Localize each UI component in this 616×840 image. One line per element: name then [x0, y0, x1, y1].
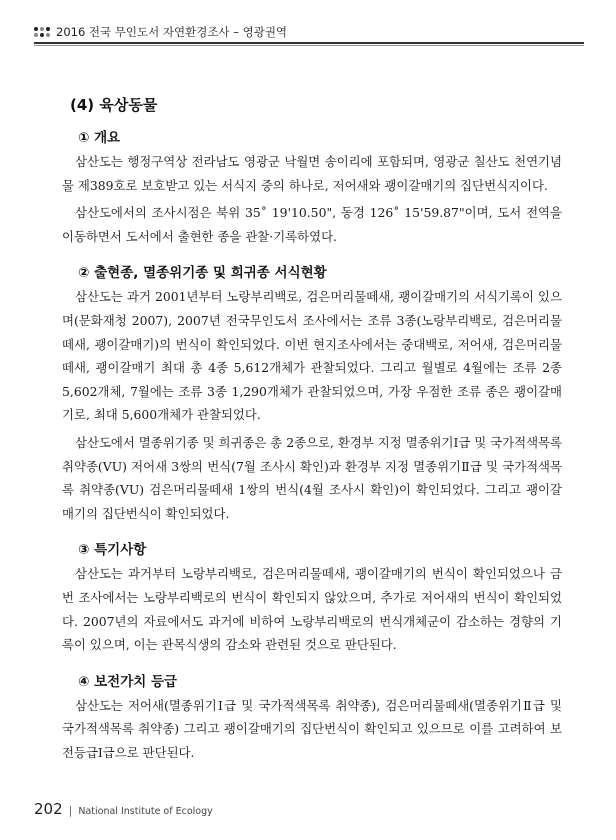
bullet-dots-icon — [34, 27, 50, 37]
section-heading-species-status: ② 출현종, 멸종위기종 및 희귀종 서식현황 — [78, 265, 327, 282]
running-header — [34, 24, 584, 40]
main-heading: (4) 육상동물 — [70, 96, 158, 114]
footer-separator: | — [68, 804, 73, 817]
section-heading-overview: ① 개요 — [78, 130, 121, 146]
paragraph: 삼산도는 과거부터 노랑부리백로, 검은머리물떼새, 괭이갈매기의 번식이 확인되었으나 금번 조사에서는 노랑부리백로의 번식이 확인되지 않았으며, 추가로 저어새의 번식이 확인되었다. 2007년의 자료에서도 과거에 비하여 노랑부리백로의 번식개체군이 감소하는 경향의 기록이 있으며, 이는 관목식생의 감소와 관련된 것으로 판단된다. — [62, 566, 562, 653]
paragraph: 삼산도는 행정구역상 전라남도 영광군 낙월면 송이리에 포함되며, 영광군 칠산도 천연기념물 제389호로 보호받고 있는 서식지 중의 하나로, 저어새와 괭이갈매기의 집단번식지이다. — [62, 154, 562, 193]
paragraph: 삼산도는 과거 2001년부터 노랑부리백로, 검은머리물떼새, 괭이갈매기의 서식기록이 있으며(문화재청 2007), 2007년 전국무인도서 조사에서는 조류 3종(노랑부리백로, 검은머리물떼새, 괭이갈매기)의 번식이 확인되었다. 이번 현지조사에서는 중대백로, 저어새, 검은머리물떼새, 괭이갈매기 최대 총 4종 5,612개체가 관찰되었다. 그리고 월별로 4월에는 조류 2종 5,602개체, 7월에는 조류 3종 1,290개체가 관찰되었으며, 가장 우점한 조류 종은 괭이갈매기로, 최대 5,600개체가 관찰되었다. — [62, 289, 562, 423]
paragraph: 삼산도에서의 조사시점은 북위 35˚ 19'10.50", 동경 126˚ 15'59.87"이며, 도서 전역을 이동하면서 도서에서 출현한 종을 관찰·기록하였다. — [62, 205, 562, 244]
paragraph: 삼산도는 저어새(멸종위기Ⅰ급 및 국가적색목록 취약종), 검은머리물떼새(멸종위기Ⅱ급 및 국가적색목록 취약종) 그리고 괭이갈매기의 집단번식이 확인되고 있으므로 이를 고려하여 보전등급Ⅰ급으로 판단된다. — [62, 697, 562, 760]
running-title: 2016 전국 무인도서 자연환경조사 – 영광권역 — [56, 25, 288, 39]
section-heading-remarks: ③ 특기사항 — [78, 542, 147, 559]
header-rule — [34, 42, 584, 44]
page-footer — [34, 800, 213, 818]
page-body — [62, 94, 562, 764]
paragraph: 삼산도에서 멸종위기종 및 희귀종은 총 2종으로, 환경부 지정 멸종위기Ⅰ급 및 국가적색목록 취약종(VU) 저어새 3쌍의 번식(7월 조사시 확인)과 환경부 지정 멸종위기Ⅱ급 및 국가적색목록 취약종(VU) 검은머리물떼새 1쌍의 번식(4월 조사시 확인)이 확인되었다. 그리고 괭이갈매기의 집단번식이 확인되었다. — [62, 434, 562, 521]
institution-name: National Institute of Ecology — [78, 806, 213, 817]
page-number: 202 — [34, 800, 63, 818]
header-rule-thin — [34, 45, 584, 46]
section-heading-conservation-grade: ④ 보전가치 등급 — [78, 673, 178, 690]
